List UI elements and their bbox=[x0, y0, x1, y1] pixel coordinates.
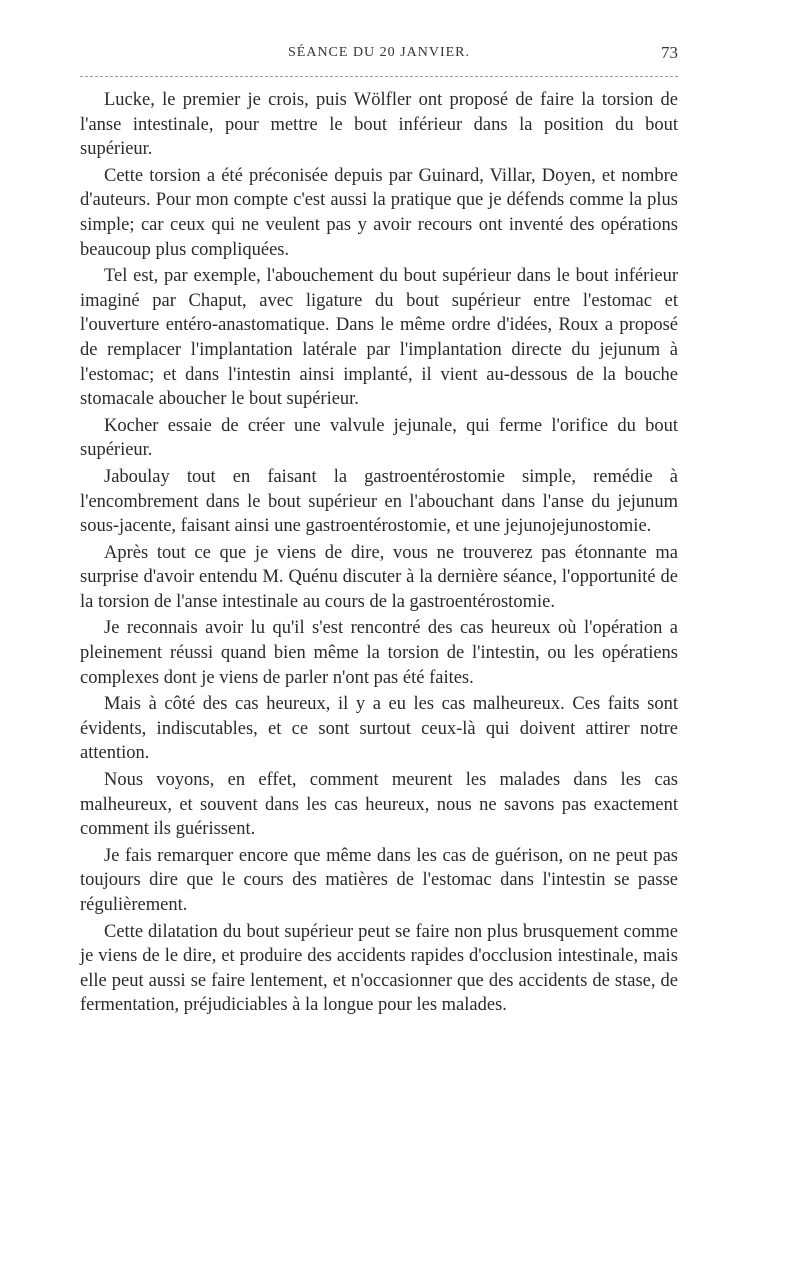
paragraph: Jaboulay tout en faisant la gastroentérostomie simple, remédie à l'encombrement dans le bout supérieur en l'abouchant dans l'anse du jejunum sous-jacente, faisant ainsi une gastroentérostomie, et une jejunojejunostomie. bbox=[80, 466, 678, 537]
paragraph: Après tout ce que je viens de dire, vous ne trouverez pas étonnante ma surprise d'avoir entendu M. Quénu discuter à la dernière séance, l'opportunité de la torsion de l'anse intestinale au cours de la gastroentérostomie. bbox=[80, 542, 678, 612]
paragraph: Cette torsion a été préconisée depuis par Guinard, Villar, Doyen, et nombre d'auteurs. Pour mon compte c'est aussi la pratique que je défends comme la plus simple; car ceux qui ne veulent pas y avoir recours ont inventé des opérations beaucoup plus compliquées. bbox=[80, 165, 678, 260]
paragraph: Lucke, le premier je crois, puis Wölfler ont proposé de faire la torsion de l'anse intestinale, pour mettre le bout inférieur dans la position du bout supérieur. bbox=[80, 90, 678, 160]
paragraph: Cette dilatation du bout supérieur peut se faire non plus brusquement comme je viens de le dire, et produire des accidents rapides d'occlusion intestinale, mais elle peut aussi se faire lentement, et n'occasionner que des accidents de stase, de fermentation, préjudiciables à la longue pour les malades. bbox=[80, 921, 678, 1016]
header-rule bbox=[80, 76, 678, 77]
body-text bbox=[80, 88, 678, 1020]
paragraph: Mais à côté des cas heureux, il y a eu les cas malheureux. Ces faits sont évidents, indiscutables, et ce sont surtout ceux-là qui doivent attirer notre attention. bbox=[80, 694, 678, 764]
running-title: SÉANCE DU 20 JANVIER. bbox=[288, 45, 470, 60]
running-head bbox=[80, 41, 678, 69]
paragraph: Tel est, par exemple, l'abouchement du bout supérieur dans le bout inférieur imaginé par Chaput, avec ligature du bout supérieur entre l'estomac et l'ouverture entéro-anastomatique. Dans le même ordre d'idées, Roux a proposé de remplacer l'implantation latérale par l'implantation directe du jejunum à l'estomac; et dans l'intestin ainsi implanté, il vient au-dessous de la bouche stomacale aboucher le bout supérieur. bbox=[80, 266, 678, 410]
paragraph: Kocher essaie de créer une valvule jejunale, qui ferme l'orifice du bout supérieur. bbox=[80, 415, 678, 461]
paragraph: Je fais remarquer encore que même dans les cas de guérison, on ne peut pas toujours dire que le cours des matières de l'estomac dans l'intestin se passe régulièrement. bbox=[80, 845, 678, 915]
page-number: 73 bbox=[661, 43, 678, 62]
paragraph: Je reconnais avoir lu qu'il s'est rencontré des cas heureux où l'opération a pleinement réussi quand bien même la torsion de l'intestin, ou les opératiens complexes dont je viens de parler n'ont pas été faites. bbox=[80, 618, 678, 688]
book-page bbox=[80, 0, 678, 1264]
paragraph: Nous voyons, en effet, comment meurent les malades dans les cas malheureux, et souvent dans les cas heureux, nous ne savons pas exactement comment ils guérissent. bbox=[80, 770, 678, 840]
